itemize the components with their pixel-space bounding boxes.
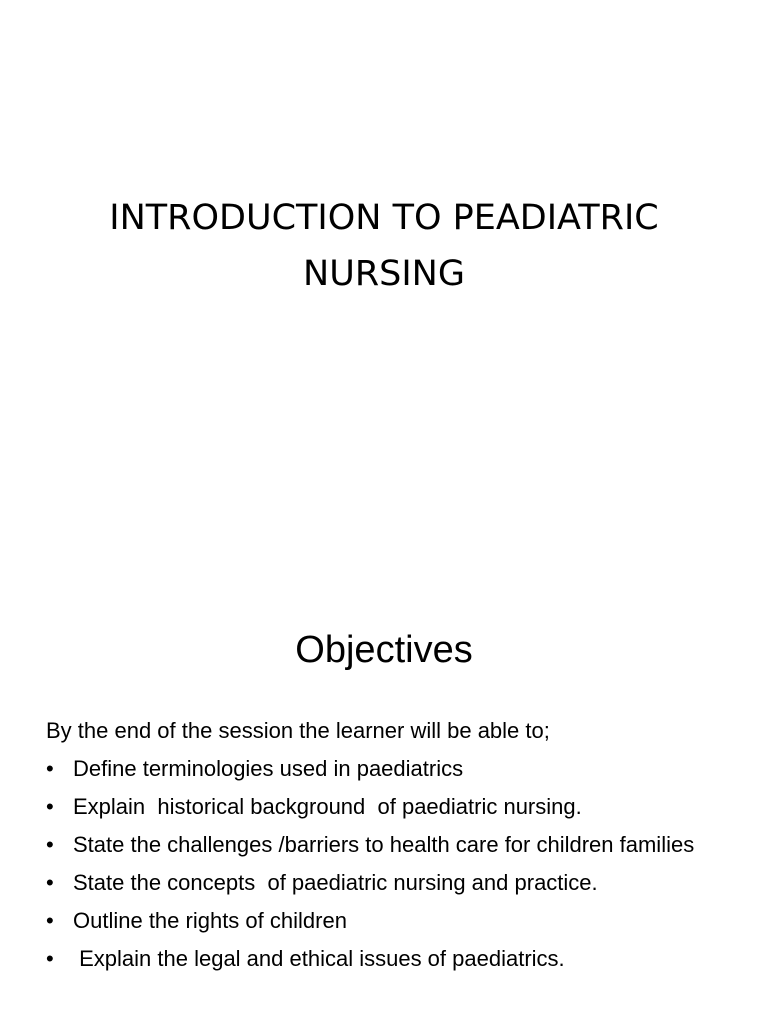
objectives-intro: By the end of the session the learner will be able to; xyxy=(46,718,550,743)
list-item xyxy=(46,752,736,785)
objectives-heading: Objectives xyxy=(295,629,473,671)
bullet-icon: • xyxy=(46,946,54,971)
list-item xyxy=(46,828,736,861)
list-item-text: State the concepts of paediatric nursing and practice. xyxy=(73,870,598,895)
slide-title-line-1: INTRODUCTION TO PEADIATRIC xyxy=(109,198,659,238)
slide-title-line-2: NURSING xyxy=(303,254,465,294)
list-item xyxy=(46,866,736,899)
bullet-icon: • xyxy=(46,794,54,819)
bullet-icon: • xyxy=(46,908,54,933)
bullet-icon: • xyxy=(46,832,54,857)
objectives-list xyxy=(46,752,736,975)
list-item xyxy=(46,790,736,823)
list-item xyxy=(46,942,736,975)
bullet-icon: • xyxy=(46,870,54,895)
list-item-text: Explain the legal and ethical issues of paediatrics. xyxy=(73,946,565,971)
list-item-text: Define terminologies used in paediatrics xyxy=(73,756,464,781)
bullet-icon: • xyxy=(46,756,54,781)
objectives-block xyxy=(46,714,736,980)
list-item xyxy=(46,904,736,937)
list-item-text: Explain historical background of paediatric nursing. xyxy=(73,794,582,819)
slide-title xyxy=(40,190,728,302)
list-item-text: Outline the rights of children xyxy=(73,908,347,933)
list-item-text: State the challenges /barriers to health care for children families xyxy=(73,832,695,857)
